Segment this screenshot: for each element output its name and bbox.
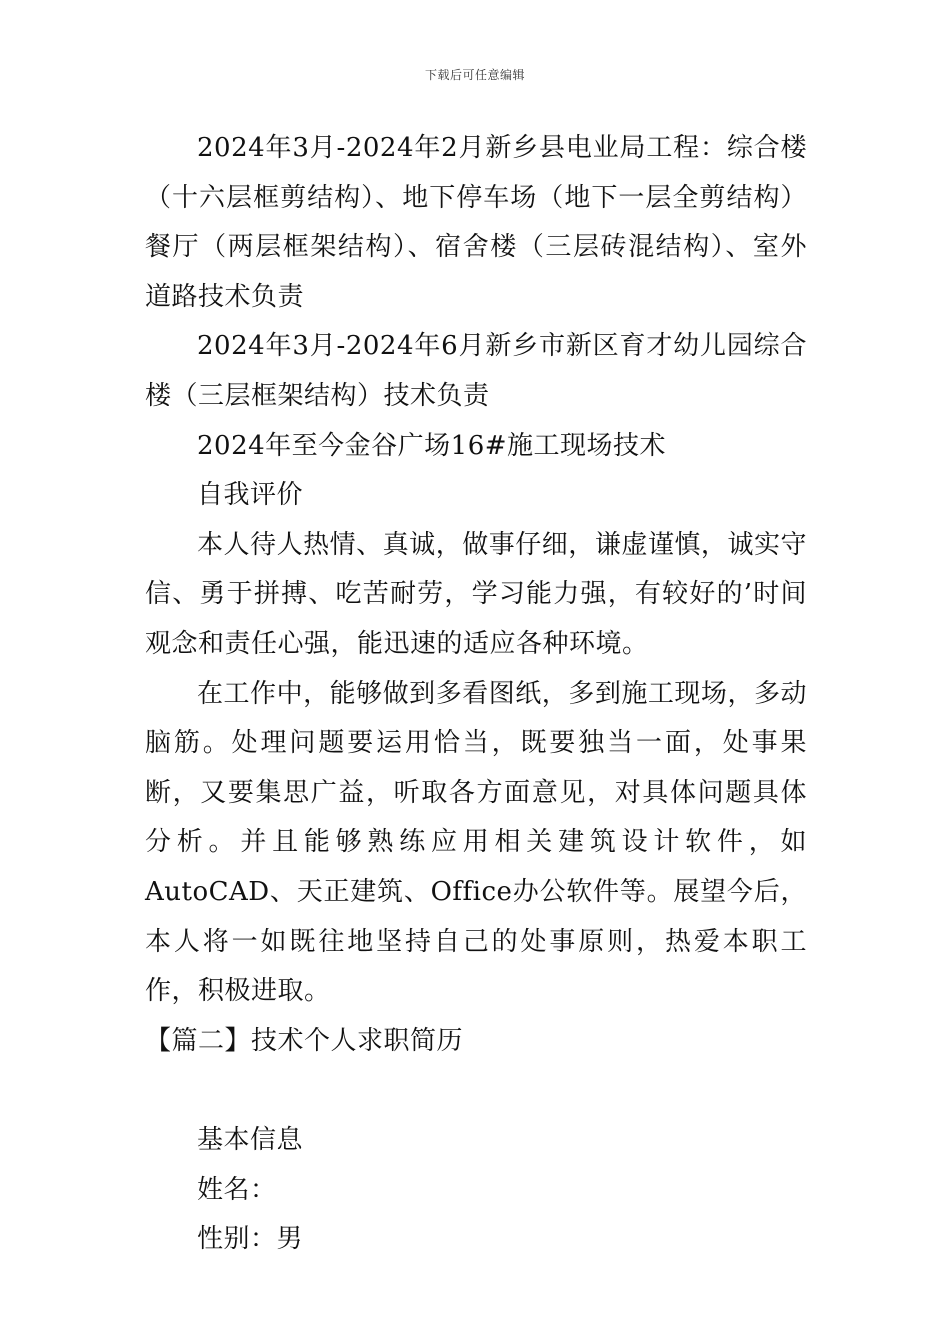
self-evaluation-heading: 自我评价 (197, 480, 304, 511)
gender-field-label: 性别：男 (197, 1224, 304, 1255)
project-entry-3: 2024年至今金谷广场16#施工现场技术 (197, 430, 667, 461)
section-title: 【篇二】技术个人求职简历 (145, 1025, 464, 1056)
basic-info-heading: 基本信息 (197, 1125, 304, 1156)
self-evaluation-paragraph-1: 本人待人热情、真诚，做事仔细，谦虚谨慎，诚实守信、勇于拼搏、吃苦耐劳，学习能力强，有较好的’时间观念和责任心强，能迅速的适应各种环境。 (145, 529, 807, 659)
document-body (145, 124, 807, 1265)
name-field-label: 姓名： (197, 1174, 277, 1205)
project-entry-1: 2024年3月-2024年2月新乡县电业局工程：综合楼（十六层框剪结构）、地下停车场（地下一层全剪结构）餐厅（两层框架结构）、宿舍楼（三层砖混结构）、室外道路技术负责 (145, 133, 807, 312)
page-header: 下载后可任意编辑 (424, 68, 525, 82)
self-evaluation-paragraph-2: 在工作中，能够做到多看图纸，多到施工现场，多动脑筋。处理问题要运用恰当，既要独当一面，处事果断，又要集思广益，听取各方面意见，对具体问题具体分析。并且能够熟练应用相关建筑设计软件，如AutoCAD、天正建筑、Office办公软件等。展望今后，本人将一如既往地坚持自己的处事原则，热爱本职工作，积极进取。 (145, 678, 807, 1007)
section-spacer (145, 1066, 807, 1116)
project-entry-2: 2024年3月-2024年6月新乡市新区育才幼儿园综合楼（三层框架结构）技术负责 (145, 331, 807, 411)
